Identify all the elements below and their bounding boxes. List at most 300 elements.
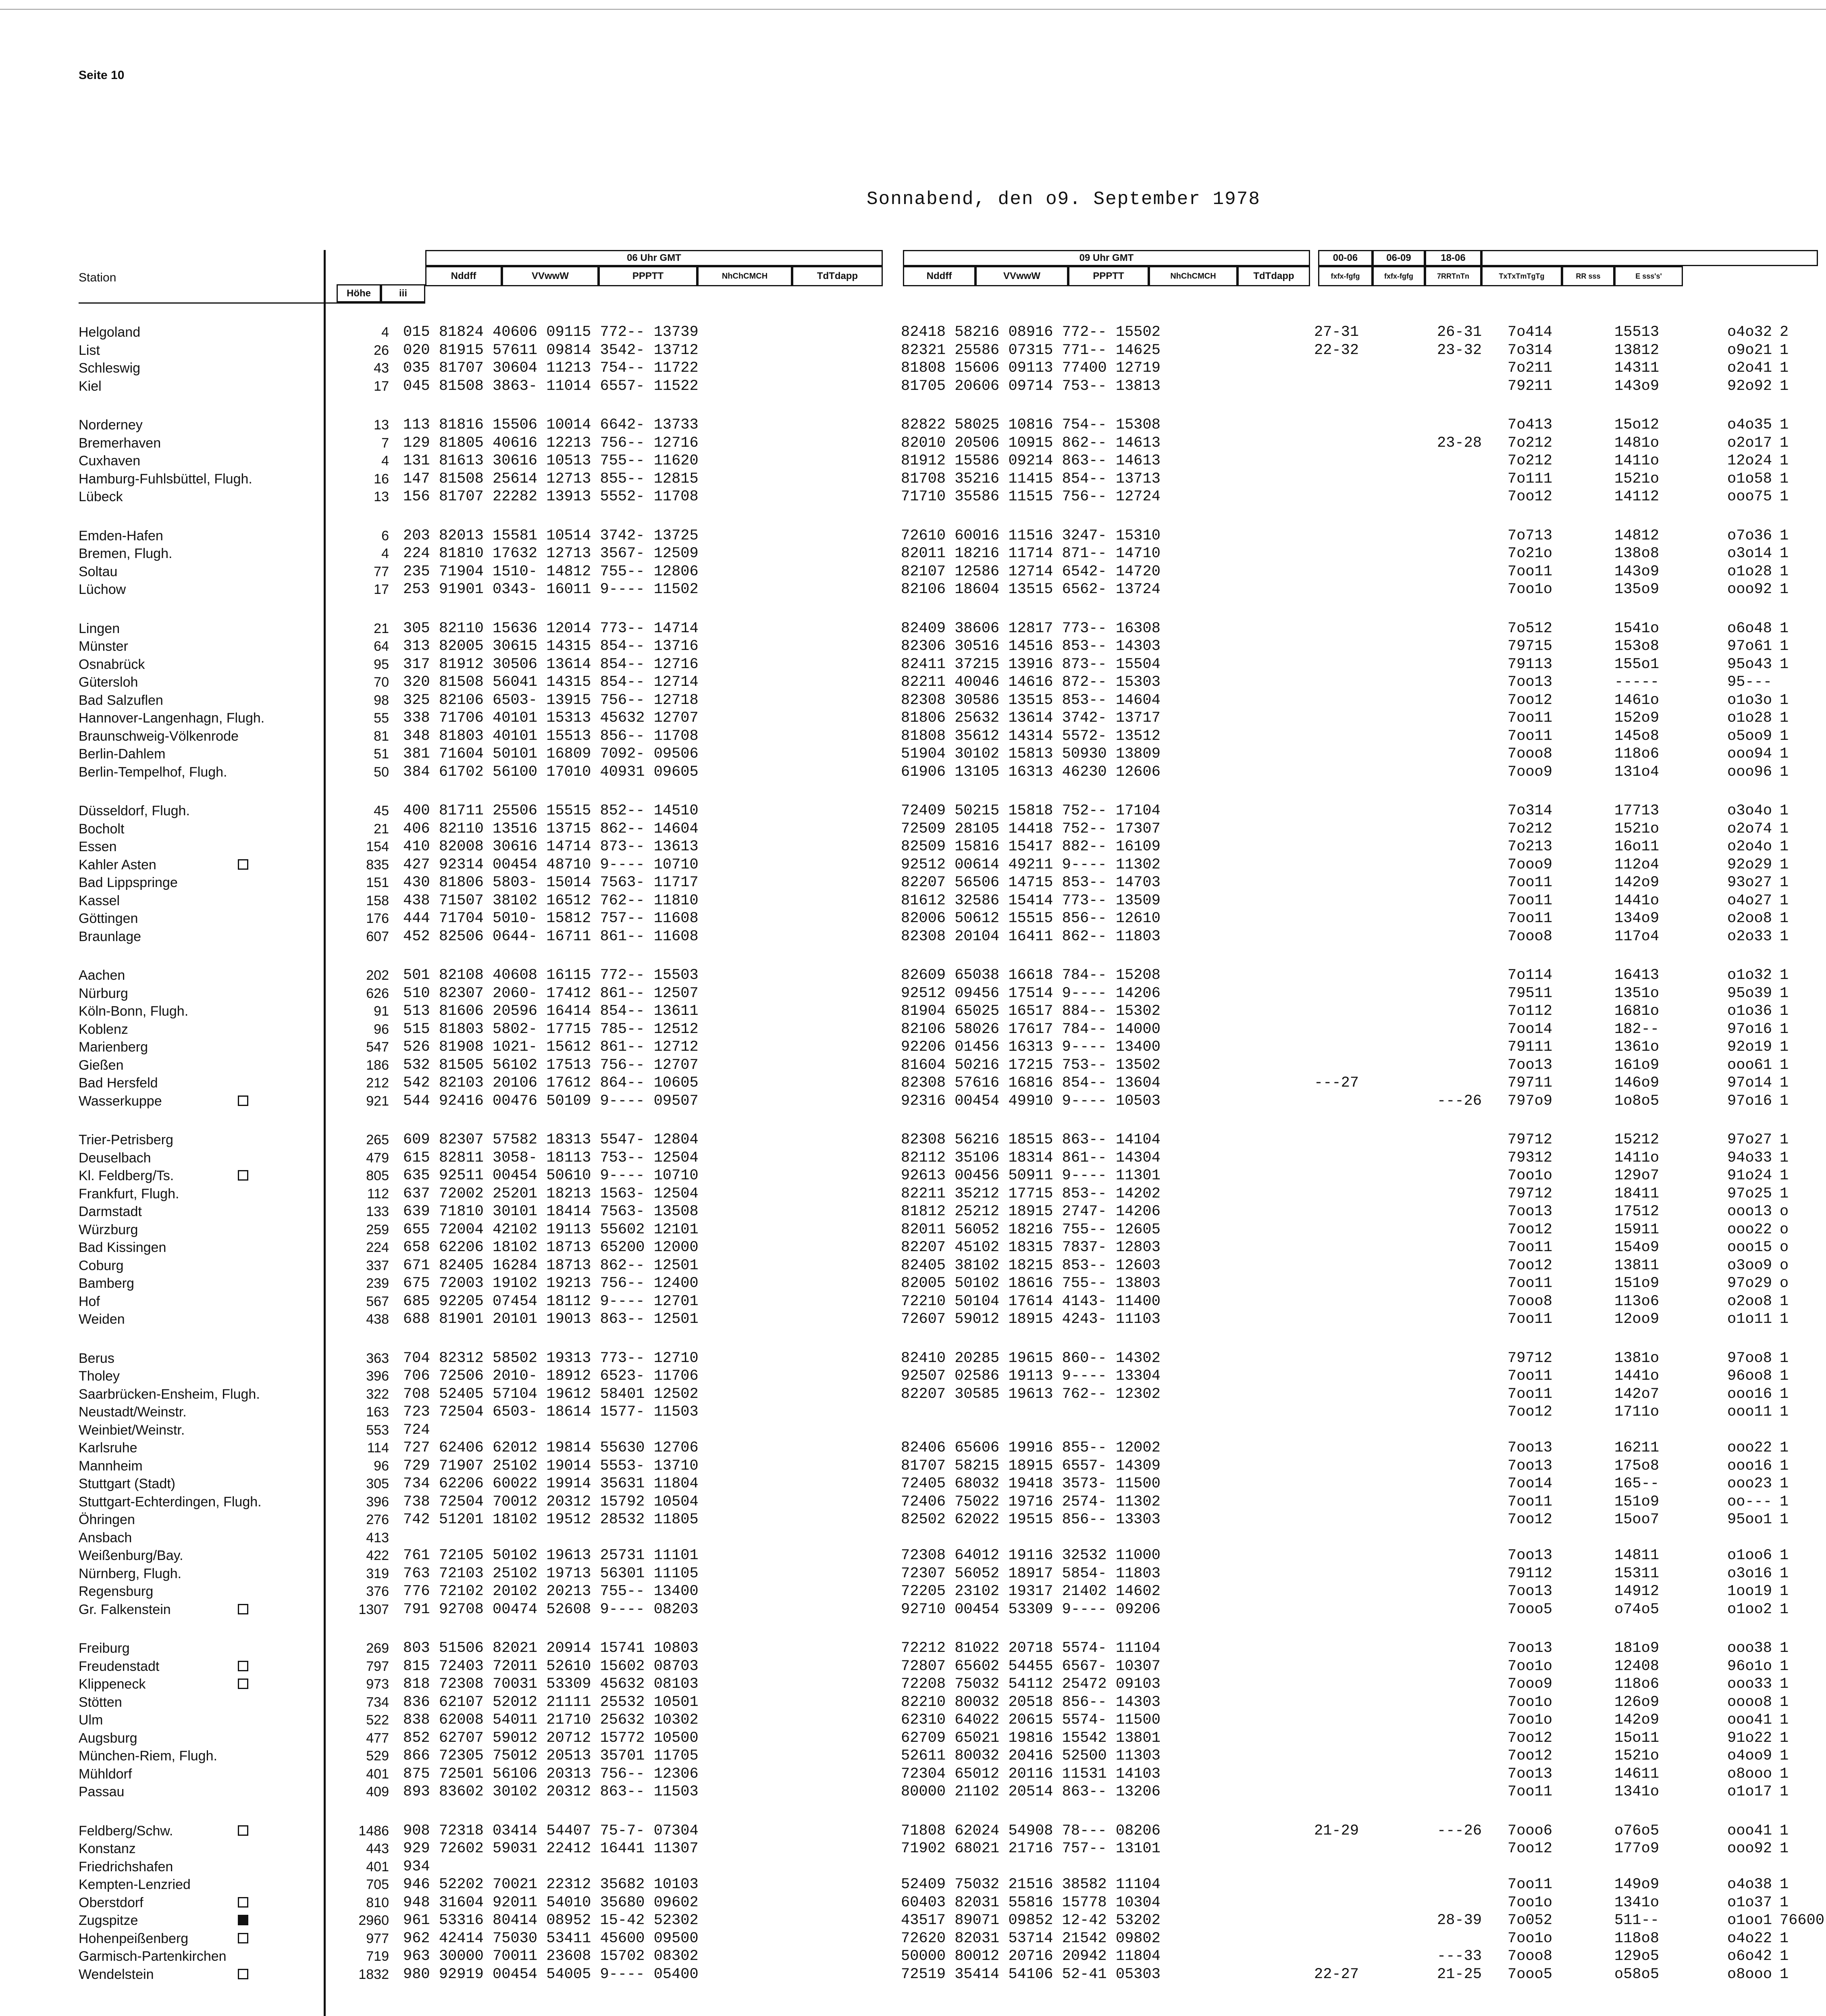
header-period-18-06: 18-06	[1425, 250, 1481, 266]
obs-09-group: 82106 18604 13515 6562- 13724	[901, 581, 1160, 598]
snow-group: 1	[1780, 1565, 1789, 1582]
precip-group: 97o16	[1727, 1092, 1772, 1110]
extreme-temp-group: 7o212	[1508, 820, 1553, 837]
obs-06-group: 317 81912 30506 13614 854-- 12716	[403, 656, 699, 673]
obs-09-group: 82006 50612 15515 856-- 12610	[901, 910, 1160, 927]
table-row	[79, 1221, 1789, 1239]
precip-group: oo---	[1727, 1493, 1772, 1510]
obs-09-group: 81612 32586 15414 773-- 13509	[901, 892, 1160, 909]
obs-06-group: 400 81711 25506 15515 852-- 14510	[403, 802, 699, 819]
gust-06-09: 23-32	[1437, 342, 1482, 359]
obs-09-group: 82410 20285 19615 860-- 14302	[901, 1350, 1160, 1367]
obs-06-group: 655 72004 42102 19113 55602 12101	[403, 1221, 699, 1238]
max-min-temp-group: 118o6	[1614, 1676, 1660, 1693]
snow-group: 1	[1780, 1783, 1789, 1800]
station-name: Lüchow	[79, 582, 126, 597]
table-row	[79, 910, 1789, 928]
station-height: 4	[381, 546, 389, 561]
obs-09-group: 50000 80012 20716 20942 11804	[901, 1948, 1160, 1965]
obs-06-group: 962 42414 75030 53411 45600 09500	[403, 1930, 699, 1947]
precip-group: o3oo9	[1727, 1257, 1772, 1274]
obs-09-group: 81604 50216 17215 753-- 13502	[901, 1056, 1160, 1074]
header-block-06: 06 Uhr GMT	[425, 250, 883, 266]
extreme-temp-group: 7oo11	[1508, 892, 1553, 909]
snow-group: o	[1780, 1203, 1789, 1220]
snow-group: 1	[1780, 1601, 1789, 1618]
obs-06-group: 706 72506 2010- 18912 6523- 11706	[403, 1368, 699, 1385]
obs-09-group: 82308 20104 16411 862-- 11803	[901, 928, 1160, 945]
precip-group: 91o24	[1727, 1167, 1772, 1184]
header-txt: TxTxTmTgTg	[1481, 266, 1562, 286]
max-min-temp-group: o76o5	[1614, 1822, 1660, 1839]
precip-group: 96oo8	[1727, 1368, 1772, 1385]
extreme-temp-group: 7oo1o	[1508, 1658, 1553, 1675]
max-min-temp-group: 13812	[1614, 342, 1660, 359]
max-min-temp-group: 145o8	[1614, 727, 1660, 745]
max-min-temp-group: 1411o	[1614, 452, 1660, 469]
extreme-temp-group: 7o512	[1508, 620, 1553, 637]
station-height: 438	[366, 1312, 389, 1327]
obs-06-group: 639 71810 30101 18414 7563- 13508	[403, 1203, 699, 1220]
snow-group: 1	[1780, 1439, 1789, 1456]
obs-09-group: 81812 25212 18915 2747- 14206	[901, 1203, 1160, 1220]
precip-group: o1o36	[1727, 1003, 1772, 1020]
obs-06-group: 893 83602 30102 20312 863-- 11503	[403, 1783, 699, 1800]
max-min-temp-group: 151o9	[1614, 1493, 1660, 1510]
max-min-temp-group: 161o9	[1614, 1056, 1660, 1074]
obs-06-group: 742 51201 18102 19512 28532 11805	[403, 1511, 699, 1528]
station-name: Feldberg/Schw.	[79, 1823, 173, 1839]
station-height: 1486	[358, 1823, 389, 1839]
extreme-temp-group: 7oo11	[1508, 1239, 1553, 1256]
obs-09-group: 82502 62022 19515 856-- 13303	[901, 1511, 1160, 1528]
table-row	[79, 1074, 1789, 1092]
precip-group: ooo15	[1727, 1239, 1772, 1256]
precip-group: o1o3o	[1727, 691, 1772, 709]
station-name: Deuselbach	[79, 1150, 151, 1166]
precip-group: o2o41	[1727, 360, 1772, 377]
obs-09-group: 92710 00454 53309 9---- 09206	[901, 1601, 1160, 1618]
station-height: 6	[381, 528, 389, 544]
table-row	[79, 1675, 1789, 1693]
square-icon	[238, 1933, 248, 1943]
precip-group: oooo8	[1727, 1693, 1772, 1711]
obs-09-group: 81912 15586 09214 863-- 14613	[901, 452, 1160, 469]
header-06-tdapp: TdTdapp	[792, 266, 883, 286]
station-name: Tholey	[79, 1368, 120, 1384]
precip-group: o1oo2	[1727, 1601, 1772, 1618]
snow-group: 1	[1780, 967, 1789, 984]
snow-group: 1	[1780, 1840, 1789, 1857]
report-date: Sonnabend, den o9. September 1978	[867, 189, 1260, 210]
header-09-vvwww: VVwwW	[975, 266, 1068, 286]
station-name: Stuttgart (Stadt)	[79, 1476, 175, 1491]
precip-group: o3o14	[1727, 545, 1772, 562]
obs-06-group: 929 72602 59031 22412 16441 11307	[403, 1840, 699, 1857]
table-row	[79, 434, 1789, 452]
station-name: Braunlage	[79, 929, 141, 944]
precip-group: 97o29	[1727, 1275, 1772, 1292]
extreme-temp-group: 7o114	[1508, 967, 1553, 984]
snow-group: 1	[1780, 1167, 1789, 1184]
station-group	[79, 1822, 1825, 1984]
max-min-temp-group: 1521o	[1614, 470, 1660, 487]
table-row	[79, 745, 1789, 763]
snow-group: 1	[1780, 1003, 1789, 1020]
station-name: Osnabrück	[79, 656, 145, 672]
precip-group: o5oo9	[1727, 727, 1772, 745]
station-name: Hamburg-Fuhlsbüttel, Flugh.	[79, 471, 252, 487]
obs-09-group: 82411 37215 13916 873-- 15504	[901, 656, 1160, 673]
station-name: Bad Lippspringe	[79, 875, 178, 890]
obs-06-group: 035 81707 30604 11213 754-- 11722	[403, 360, 699, 377]
station-height: 529	[366, 1748, 389, 1764]
max-min-temp-group: 1521o	[1614, 820, 1660, 837]
table-row	[79, 1257, 1789, 1275]
table-row	[79, 1894, 1789, 1912]
snow-group: o	[1780, 1221, 1789, 1238]
header-station: Station	[79, 271, 116, 284]
max-min-temp-group: 15o12	[1614, 417, 1660, 433]
extreme-temp-group: 7ooo9	[1508, 763, 1553, 781]
station-height: 719	[366, 1949, 389, 1964]
header-rrr: 7RRTnTn	[1425, 266, 1481, 286]
station-name: Soltau	[79, 564, 118, 579]
extreme-temp-group: 79711	[1508, 1075, 1553, 1091]
square-icon	[238, 1661, 248, 1671]
station-height: 401	[366, 1859, 389, 1874]
obs-09-group: 81708 35216 11415 854-- 13713	[901, 470, 1160, 487]
snow-group: 1	[1780, 928, 1789, 945]
snow-group: 1	[1780, 1350, 1789, 1367]
max-min-temp-group: 1681o	[1614, 1003, 1660, 1020]
station-height: 1307	[358, 1602, 389, 1617]
max-min-temp-group: 1521o	[1614, 1747, 1660, 1764]
station-name: Berlin-Dahlem	[79, 746, 166, 762]
station-name: Coburg	[79, 1258, 124, 1273]
station-name: Augsburg	[79, 1730, 137, 1746]
header-period-00-06: 00-06	[1318, 250, 1373, 266]
max-min-temp-group: o74o5	[1614, 1601, 1660, 1618]
max-min-temp-group: 131o4	[1614, 763, 1660, 781]
station-name: Bad Hersfeld	[79, 1075, 158, 1091]
table-row	[79, 820, 1789, 838]
table-row	[79, 563, 1789, 581]
obs-06-group: 908 72318 03414 54407 75-7- 07304	[403, 1822, 699, 1839]
table-row	[79, 838, 1789, 856]
table-row	[79, 1565, 1789, 1583]
extreme-temp-group: 7oo11	[1508, 1275, 1553, 1292]
table-row	[79, 1092, 1789, 1110]
table-row	[79, 892, 1789, 910]
station-name: Weinbiet/Weinstr.	[79, 1422, 185, 1438]
table-row	[79, 673, 1772, 691]
snow-group: 1	[1780, 910, 1789, 927]
gust-06-09: 28-39	[1437, 1912, 1482, 1929]
precip-group: o6o48	[1727, 620, 1772, 637]
max-min-temp-group: 1481o	[1614, 434, 1660, 452]
obs-06-group: 320 81508 56041 14315 854-- 12714	[403, 674, 699, 691]
extreme-temp-group: 7oo1o	[1508, 1930, 1553, 1947]
extreme-temp-group: 7ooo9	[1508, 856, 1553, 873]
extreme-temp-group: 7o211	[1508, 360, 1553, 377]
table-row	[79, 1403, 1789, 1421]
table-row	[79, 1547, 1789, 1565]
obs-06-group: 156 81707 22282 13913 5552- 11708	[403, 488, 699, 505]
obs-09-group: 51904 30102 15813 50930 13809	[901, 746, 1160, 762]
station-name: Nürnberg, Flugh.	[79, 1566, 182, 1581]
snow-group: o	[1780, 1257, 1789, 1274]
precip-group: o4o22	[1727, 1930, 1772, 1947]
table-row	[79, 1493, 1789, 1511]
extreme-temp-group: 7oo11	[1508, 563, 1553, 580]
snow-group: 1	[1780, 1511, 1789, 1528]
table-row	[79, 545, 1789, 563]
table-row	[79, 470, 1789, 488]
obs-06-group: 838 62008 54011 21710 25632 10302	[403, 1712, 699, 1729]
extreme-temp-group: 7oo12	[1508, 691, 1553, 709]
filled-square-icon	[238, 1915, 248, 1925]
obs-09-group: 82207 45102 18315 7837- 12803	[901, 1239, 1160, 1256]
snow-group: 1	[1780, 710, 1789, 727]
obs-09-group: 92507 02586 19113 9---- 13304	[901, 1368, 1160, 1385]
obs-09-group: 72205 23102 19317 21402 14602	[901, 1583, 1160, 1600]
max-min-temp-group: 154o9	[1614, 1239, 1660, 1256]
max-min-temp-group: 135o9	[1614, 581, 1660, 598]
obs-06-group: 961 53316 80414 08952 15-42 52302	[403, 1912, 699, 1929]
extreme-temp-group: 7oo14	[1508, 1475, 1553, 1492]
station-name: Gr. Falkenstein	[79, 1602, 171, 1617]
extreme-temp-group: 7oo11	[1508, 710, 1553, 727]
station-height: 973	[366, 1677, 389, 1692]
table-row	[79, 966, 1789, 985]
precip-group: ooo16	[1727, 1385, 1772, 1403]
obs-09-group: 82418 58216 08916 772-- 15502	[901, 324, 1160, 341]
station-height: 202	[366, 968, 389, 983]
station-height: 547	[366, 1039, 389, 1055]
table-row	[79, 1167, 1789, 1185]
precip-group: 1oo19	[1727, 1583, 1772, 1600]
obs-09-group: 72509 28105 14418 752-- 17307	[901, 820, 1160, 837]
station-height: 26	[374, 342, 389, 358]
gust-00-06: 22-27	[1314, 1966, 1359, 1983]
obs-06-group: 515 81803 5802- 17715 785-- 12512	[403, 1020, 699, 1038]
table-row	[79, 1421, 1764, 1439]
extreme-temp-group: 7oo12	[1508, 1511, 1553, 1528]
table-row	[79, 416, 1789, 434]
obs-09-group: 82509 15816 15417 882-- 16109	[901, 838, 1160, 855]
precip-group: 97o27	[1727, 1131, 1772, 1148]
obs-09-group: 82308 56216 18515 863-- 14104	[901, 1131, 1160, 1148]
extreme-temp-group: 7oo11	[1508, 1385, 1553, 1403]
table-row	[79, 1367, 1789, 1385]
station-height: 921	[366, 1093, 389, 1109]
table-row	[79, 1529, 1764, 1547]
precip-group: o2o74	[1727, 820, 1772, 837]
table-row	[79, 1583, 1789, 1601]
station-name: Schleswig	[79, 360, 141, 376]
max-min-temp-group: 1441o	[1614, 1368, 1660, 1385]
station-height: 154	[366, 839, 389, 854]
obs-06-group: 818 72308 70031 53309 45632 08103	[403, 1676, 699, 1693]
station-name: Bocholt	[79, 821, 125, 837]
precip-group: 92o92	[1727, 377, 1772, 395]
obs-06-group: 852 62707 59012 20712 15772 10500	[403, 1729, 699, 1747]
precip-group: 91o22	[1727, 1729, 1772, 1747]
precip-group: ooo23	[1727, 1475, 1772, 1492]
extreme-temp-group: 7oo13	[1508, 1765, 1553, 1783]
precip-group: o4o27	[1727, 892, 1772, 909]
gust-06-09: 26-31	[1437, 324, 1482, 341]
header-06-nh: NhChCMCH	[697, 266, 792, 286]
station-height: 212	[366, 1075, 389, 1091]
precip-group: 97o25	[1727, 1185, 1772, 1202]
snow-group: 1	[1780, 342, 1789, 359]
snow-group: 1	[1780, 1966, 1789, 1983]
table-row	[79, 581, 1789, 599]
extreme-temp-group: 79712	[1508, 1185, 1553, 1202]
obs-06-group: 131 81613 30616 10513 755-- 11620	[403, 452, 699, 469]
extreme-temp-group: 79712	[1508, 1131, 1553, 1148]
max-min-temp-group: 146o9	[1614, 1075, 1660, 1091]
obs-06-group: 836 62107 52012 21111 25532 10501	[403, 1693, 699, 1711]
table-row	[79, 1149, 1789, 1167]
snow-group: 1	[1780, 581, 1789, 598]
station-name: Hohenpeißenberg	[79, 1931, 189, 1946]
station-height: 151	[366, 875, 389, 890]
snow-group: 1	[1780, 470, 1789, 487]
table-row	[79, 323, 1789, 342]
station-height: 626	[366, 985, 389, 1001]
station-height: 239	[366, 1276, 389, 1291]
station-height: 13	[374, 489, 389, 504]
precip-group: o1o37	[1727, 1894, 1772, 1911]
precip-group: ooo16	[1727, 1457, 1772, 1475]
snow-group: 1	[1780, 892, 1789, 909]
station-name: Zugspitze	[79, 1913, 138, 1928]
max-min-temp-group: 149o9	[1614, 1876, 1660, 1893]
snow-group: 1	[1780, 856, 1789, 873]
extreme-temp-group: 7o112	[1508, 1003, 1553, 1020]
station-height: 607	[366, 929, 389, 944]
obs-09-group: 82405 38102 18215 853-- 12603	[901, 1257, 1160, 1274]
snow-group: 1	[1780, 620, 1789, 637]
obs-06-group: 803 51506 82021 20914 15741 10803	[403, 1640, 699, 1657]
station-height: 91	[374, 1004, 389, 1019]
station-height: 4	[381, 453, 389, 469]
extreme-temp-group: 7ooo8	[1508, 1293, 1553, 1310]
extreme-temp-group: 7oo11	[1508, 1493, 1553, 1510]
precip-group: o3o16	[1727, 1565, 1772, 1582]
obs-06-group: 761 72105 50102 19613 25731 11101	[403, 1547, 699, 1564]
table-row	[79, 874, 1789, 892]
obs-06-group: 438 71507 38102 16512 762-- 11810	[403, 892, 699, 909]
obs-06-group: 325 82106 6503- 13915 756-- 12718	[403, 691, 699, 709]
table-row	[79, 1658, 1789, 1676]
table-row	[79, 527, 1789, 545]
obs-09-group: 72406 75022 19716 2574- 11302	[901, 1493, 1160, 1510]
obs-09-group: 92512 00614 49211 9---- 11302	[901, 856, 1160, 873]
snow-group: 1	[1780, 545, 1789, 562]
obs-09-group: 72212 81022 20718 5574- 11104	[901, 1640, 1160, 1657]
table-row	[79, 985, 1789, 1003]
station-height: 50	[374, 764, 389, 780]
obs-06-group: 734 62206 60022 19914 35631 11804	[403, 1475, 699, 1492]
table-row	[79, 1747, 1789, 1765]
obs-06-group: 658 62206 18102 18713 65200 12000	[403, 1239, 699, 1256]
extreme-temp-group: 7oo11	[1508, 910, 1553, 927]
obs-06-group: 224 81810 17632 12713 3567- 12509	[403, 545, 699, 562]
extreme-temp-group: 79211	[1508, 377, 1553, 395]
max-min-temp-group: 1711o	[1614, 1404, 1660, 1420]
extreme-temp-group: 7oo12	[1508, 1404, 1553, 1420]
max-min-temp-group: 182--	[1614, 1020, 1660, 1038]
station-name: Trier-Petrisberg	[79, 1132, 173, 1148]
station-name: Kahler Asten	[79, 857, 156, 873]
precip-group: 95---	[1727, 674, 1772, 691]
obs-09-group: 72304 65012 20116 11531 14103	[901, 1765, 1160, 1783]
extreme-temp-group: 7o414	[1508, 324, 1553, 341]
snow-group: 1	[1780, 1311, 1789, 1328]
snow-group: 1	[1780, 452, 1789, 469]
obs-09-group: 82321 25586 07315 771-- 14625	[901, 342, 1160, 359]
station-name: Kassel	[79, 893, 120, 908]
extreme-temp-group: 7oo12	[1508, 1221, 1553, 1238]
extreme-temp-group: 7oo12	[1508, 1840, 1553, 1857]
table-row	[79, 1439, 1789, 1457]
snow-group: 1	[1780, 1712, 1789, 1729]
gust-06-09: 23-28	[1437, 434, 1482, 452]
table-row	[79, 802, 1789, 820]
header-right-top	[1481, 250, 1818, 266]
precip-group: ooo33	[1727, 1676, 1772, 1693]
snow-group: 1	[1780, 763, 1789, 781]
precip-group: 95o39	[1727, 985, 1772, 1002]
station-height: 322	[366, 1386, 389, 1402]
gust-00-06: ---27	[1314, 1075, 1359, 1091]
obs-09-group: 82409 38606 12817 773-- 16308	[901, 620, 1160, 637]
precip-group: o1o28	[1727, 563, 1772, 580]
table-row	[79, 656, 1789, 674]
station-name: Stötten	[79, 1694, 122, 1710]
max-min-temp-group: 152o9	[1614, 710, 1660, 727]
obs-06-group: 688 81901 20101 19013 863-- 12501	[403, 1311, 699, 1328]
obs-09-group: 82207 56506 14715 853-- 14703	[901, 874, 1160, 891]
obs-09-group: 82210 80032 20518 856-- 14303	[901, 1693, 1160, 1711]
obs-06-group: 045 81508 3863- 11014 6557- 11522	[403, 377, 699, 395]
square-icon	[238, 1170, 248, 1181]
station-name: Kl. Feldberg/Ts.	[79, 1168, 174, 1183]
station-name: Emden-Hafen	[79, 528, 163, 544]
max-min-temp-group: 15513	[1614, 324, 1660, 341]
station-height: 269	[366, 1641, 389, 1656]
obs-06-group: 635 92511 00454 50610 9---- 10710	[403, 1167, 699, 1184]
snow-group: 76600	[1780, 1912, 1825, 1929]
obs-09-group: 82406 65606 19916 855-- 12002	[901, 1439, 1160, 1456]
extreme-temp-group: 7o21o	[1508, 545, 1553, 562]
station-name: Gießen	[79, 1057, 124, 1073]
obs-09-group: 60403 82031 55816 15778 10304	[901, 1894, 1160, 1911]
station-name: Frankfurt, Flugh.	[79, 1186, 179, 1202]
table-row	[79, 1275, 1789, 1293]
station-name: Oberstdorf	[79, 1895, 144, 1910]
max-min-temp-group: 138o8	[1614, 545, 1660, 562]
station-height: 95	[374, 656, 389, 672]
station-height: 443	[366, 1841, 389, 1856]
precip-group: o8ooo	[1727, 1966, 1772, 1983]
snow-group: 1	[1780, 360, 1789, 377]
obs-06-group: 020 81915 57611 09814 3542- 13712	[403, 342, 699, 359]
